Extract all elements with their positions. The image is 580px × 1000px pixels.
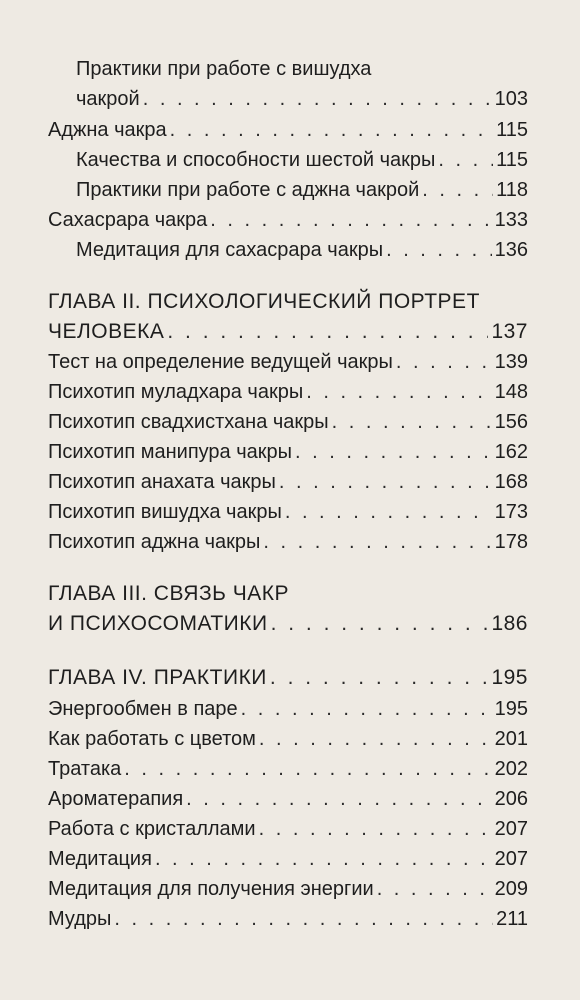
toc-entry-chapter-2-item[interactable] xyxy=(48,350,528,374)
toc-leader-dots xyxy=(155,847,492,871)
toc-leader-dots xyxy=(396,350,492,374)
toc-entry-chapter-4-item[interactable] xyxy=(48,757,528,781)
toc-entry-title: Сахасрара чакра xyxy=(48,209,208,231)
toc-leader-dots xyxy=(438,148,493,172)
toc-entry-title: Как работать с цветом xyxy=(48,728,256,750)
toc-entry-title: Психотип муладхара чакры xyxy=(48,381,304,403)
toc-page-number: 186 xyxy=(491,612,528,635)
toc-entry-ajna[interactable] xyxy=(48,118,528,142)
toc-entry-title: Мудры xyxy=(48,908,112,930)
toc-page-number: 115 xyxy=(496,119,528,141)
toc-page-number: 133 xyxy=(494,209,528,231)
toc-leader-dots xyxy=(377,877,492,901)
toc-entry-title: ГЛАВА IV. ПРАКТИКИ xyxy=(48,666,267,689)
toc-entry-title: Энергообмен в паре xyxy=(48,698,238,720)
toc-entry-vishuddha-practice-line1: Практики при работе с вишудха xyxy=(76,58,372,80)
toc-entry-chapter-4-item[interactable] xyxy=(48,817,528,841)
toc-page-number: 103 xyxy=(494,88,528,110)
toc-entry-title: Психотип вишудха чакры xyxy=(48,501,282,523)
toc-entry-title: Психотип аджна чакры xyxy=(48,531,261,553)
toc-page-number: 136 xyxy=(494,239,528,261)
toc-leader-dots xyxy=(170,118,493,142)
toc-page-number: 209 xyxy=(494,878,528,900)
toc-page-number: 162 xyxy=(494,441,528,463)
toc-leader-dots xyxy=(422,178,493,202)
toc-page-number: 139 xyxy=(494,351,528,373)
toc-entry-title: Ароматерапия xyxy=(48,788,184,810)
toc-page-number: 211 xyxy=(496,908,528,930)
toc-entry-title: Медитация для сахасрара чакры xyxy=(76,239,384,261)
toc-entry-vishuddha-practice[interactable] xyxy=(76,87,528,111)
toc-entry-title: Практики при работе с аджна чакрой xyxy=(76,179,420,201)
toc-leader-dots xyxy=(241,697,492,721)
toc-leader-dots xyxy=(114,907,493,931)
toc-leader-dots xyxy=(186,787,491,811)
toc-leader-dots xyxy=(332,410,492,434)
toc-entry-chapter-4[interactable] xyxy=(48,666,528,690)
toc-leader-dots xyxy=(386,238,492,262)
toc-page-number: 206 xyxy=(494,788,528,810)
toc-page-number: 207 xyxy=(494,848,528,870)
toc-entry-chapter-2-item[interactable] xyxy=(48,440,528,464)
toc-entry-title: ЧЕЛОВЕКА xyxy=(48,320,165,343)
toc-entry-title: Психотип анахата чакры xyxy=(48,471,276,493)
toc-page-number: 195 xyxy=(491,666,528,689)
toc-leader-dots xyxy=(295,440,492,464)
toc-leader-dots xyxy=(306,380,491,404)
toc-entry-chapter-3[interactable] xyxy=(48,612,528,636)
toc-leader-dots xyxy=(167,320,488,344)
toc-entry-chapter-4-item[interactable] xyxy=(48,727,528,751)
toc-leader-dots xyxy=(263,530,491,554)
toc-leader-dots xyxy=(259,817,492,841)
toc-page-number: 156 xyxy=(494,411,528,433)
toc-entry-title: Медитация xyxy=(48,848,152,870)
toc-page-number: 178 xyxy=(494,531,528,553)
toc-leader-dots xyxy=(271,612,489,636)
toc-page-number: 195 xyxy=(494,698,528,720)
toc-entry-chapter-4-item[interactable] xyxy=(48,847,528,871)
toc-page-number: 118 xyxy=(496,179,528,201)
toc-page-number: 207 xyxy=(494,818,528,840)
toc-entry-title: И ПСИХОСОМАТИКИ xyxy=(48,612,268,635)
toc-page-number: 202 xyxy=(494,758,528,780)
toc-entry-title: Аджна чакра xyxy=(48,119,167,141)
toc-page-number: 168 xyxy=(494,471,528,493)
toc-entry-chapter-4-item[interactable] xyxy=(48,907,528,931)
toc-page-number: 201 xyxy=(494,728,528,750)
toc-page-number: 173 xyxy=(494,501,528,523)
toc-entry-chapter-2[interactable] xyxy=(48,320,528,344)
toc-entry-title: Медитация для получения энергии xyxy=(48,878,374,900)
toc-entry-title: Психотип манипура чакры xyxy=(48,441,293,463)
toc-leader-dots xyxy=(210,208,491,232)
toc-page-number: 115 xyxy=(496,149,528,171)
toc-entry-chapter-2-item[interactable] xyxy=(48,380,528,404)
toc-entry-chapter-2-item[interactable] xyxy=(48,530,528,554)
toc-entry-title: Качества и способности шестой чакры xyxy=(76,149,436,171)
toc-page-number: 148 xyxy=(494,381,528,403)
toc-entry-title: чакрой xyxy=(76,88,140,110)
toc-leader-dots xyxy=(124,757,491,781)
toc-entry-title: Тест на определение ведущей чакры xyxy=(48,351,393,373)
toc-entry-chapter-2-item[interactable] xyxy=(48,500,528,524)
toc-page-number: 137 xyxy=(491,320,528,343)
toc-leader-dots xyxy=(143,87,492,111)
toc-entry-sahasrara-meditation[interactable] xyxy=(76,238,528,262)
toc-entry-title: Работа с кристаллами xyxy=(48,818,256,840)
toc-entry-chapter-4-item[interactable] xyxy=(48,787,528,811)
toc-entry-chapter-2-item[interactable] xyxy=(48,470,528,494)
toc-leader-dots xyxy=(259,727,492,751)
toc-entry-sahasrara[interactable] xyxy=(48,208,528,232)
toc-leader-dots xyxy=(270,666,489,690)
chapter-2-heading-line1: ГЛАВА II. ПСИХОЛОГИЧЕСКИЙ ПОРТРЕТ xyxy=(48,290,480,313)
toc-entry-chapter-4-item[interactable] xyxy=(48,697,528,721)
toc-entry-ajna-practice[interactable] xyxy=(76,178,528,202)
toc-entry-title: Психотип свадхистхана чакры xyxy=(48,411,329,433)
toc-leader-dots xyxy=(279,470,492,494)
toc-entry-title: Тратака xyxy=(48,758,122,780)
toc-entry-chapter-4-item[interactable] xyxy=(48,877,528,901)
toc-leader-dots xyxy=(285,500,492,524)
chapter-3-heading-line1: ГЛАВА III. СВЯЗЬ ЧАКР xyxy=(48,582,289,605)
toc-entry-chapter-2-item[interactable] xyxy=(48,410,528,434)
toc-entry-ajna-qualities[interactable] xyxy=(76,148,528,172)
